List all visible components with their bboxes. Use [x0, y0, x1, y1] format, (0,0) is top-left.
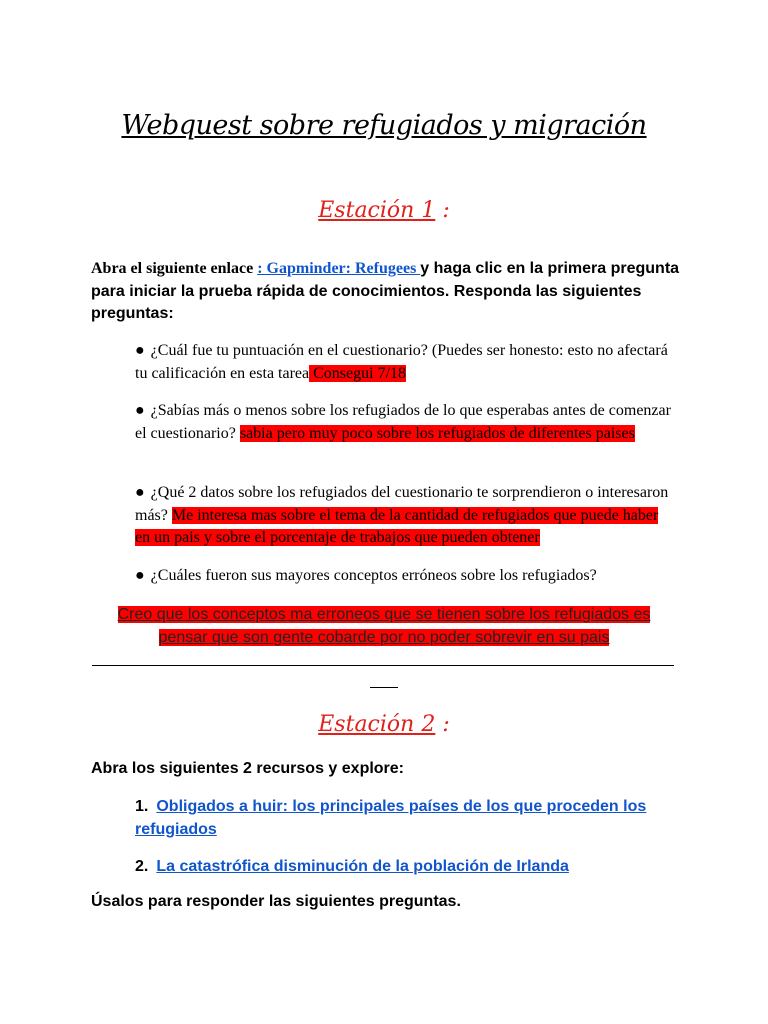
- question-3: [135, 482, 675, 550]
- resource-number: 1.: [135, 798, 149, 815]
- answer-highlight: Me interesa mas sobre el tema de la cantidad de refugiados que puede haber en un pais y sobre el porcentaje de trabajos que pueden obtener: [135, 506, 659, 546]
- resource-2: [135, 855, 675, 878]
- resource-number: 2.: [135, 858, 149, 875]
- question-text: ¿Sabías más o menos sobre los refugiados de lo que esperabas antes de comenzar el cuestionario?: [135, 402, 671, 442]
- horizontal-rule: [92, 665, 674, 666]
- station-2-name: Estación 2: [318, 712, 436, 737]
- question-2: [135, 400, 675, 445]
- page-title: Webquest sobre refugiados y migración: [121, 110, 647, 141]
- resource-1: [135, 795, 675, 841]
- short-rule: [370, 687, 398, 688]
- station-1-suffix: :: [435, 198, 450, 223]
- station-1-name: Estación 1: [318, 198, 436, 223]
- station-2-heading: [0, 712, 768, 737]
- bullet-icon: ●: [135, 402, 145, 419]
- station-2-instructions: Abra los siguientes 2 recursos y explore:: [91, 760, 405, 777]
- bullet-icon: ●: [135, 567, 145, 584]
- station-2-outro: Úsalos para responder las siguientes preguntas.: [91, 893, 461, 910]
- resource-link[interactable]: Obligados a huir: los principales países de los que proceden los refugiados: [135, 798, 647, 838]
- intro-suffix: y haga clic en la primera pregunta para iniciar la prueba rápida de conocimientos. Responda las siguientes preguntas:: [91, 260, 680, 322]
- answer-highlight: sabia pero muy poco sobre los refugiados de diferentes paises: [239, 424, 635, 442]
- bullet-icon: ●: [135, 484, 145, 501]
- question-text: ¿Qué 2 datos sobre los refugiados del cuestionario te sorprendieron o interesaron más?: [135, 484, 669, 524]
- question-text: ¿Cuáles fueron sus mayores conceptos erróneos sobre los refugiados?: [150, 567, 597, 584]
- question-text: ¿Cuál fue tu puntuación en el cuestionario? (Puedes ser honesto: esto no afectará tu calificación en esta tarea: [135, 342, 668, 382]
- gapminder-refugees-link[interactable]: : Gapminder: Refugees: [257, 260, 421, 277]
- resource-link[interactable]: La catastrófica disminución de la población de Irlanda: [156, 858, 569, 875]
- final-answer: [100, 603, 668, 649]
- bullet-icon: ●: [135, 342, 145, 359]
- question-4: [135, 565, 675, 588]
- intro-prefix: Abra el siguiente enlace: [91, 260, 258, 277]
- station-1-instructions: [91, 258, 681, 326]
- station-2-suffix: :: [435, 712, 450, 737]
- station-1-heading: [0, 198, 768, 223]
- answer-highlight: Consegui 7/18: [309, 364, 407, 382]
- final-answer-text: Creo que los conceptos ma erroneos que se tienen sobre los refugiados es pensar que son gente cobarde por no poder sobrevir en su pais: [117, 606, 651, 646]
- question-1: [135, 340, 675, 385]
